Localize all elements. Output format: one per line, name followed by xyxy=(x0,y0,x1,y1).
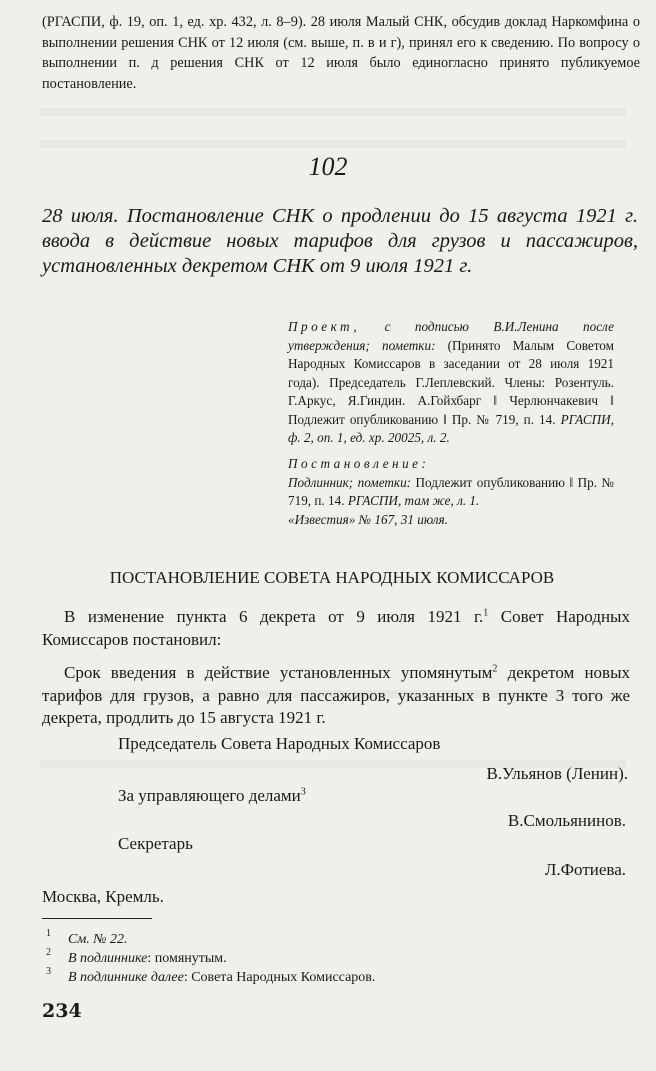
document-heading: 28 июля. Постановление СНК о продлении до 15 августа 1921 г. ввода в действие новых тарифов для грузов и пассажиров, установленных декретом СНК от 9 июля 1921 г. xyxy=(42,205,638,277)
original-source: РГАСПИ, там же, л. 1. xyxy=(347,493,480,508)
page-number: 234 xyxy=(42,1000,82,1022)
footnote-2 xyxy=(46,947,227,967)
resolution-paragraph-1 xyxy=(42,606,630,651)
draft-source: РГАСПИ, ф. 2, оп. 1, ед. хр. 20025, л. 2. xyxy=(288,411,614,445)
footnote-number: 3 xyxy=(46,966,51,977)
original-note-part1: Подлинник; пометки: xyxy=(288,474,416,490)
archival-note-draft xyxy=(288,318,614,448)
place-of-signing: Москва, Кремль. xyxy=(42,887,164,906)
draft-note-part2: (Принято Малым Советом Народных Комиссаров в заседании от 28 июля 1921 года). Председатель Г.Леплевский. Члены: Розентуль. Г.Аркус, Я.Гиндин. А.Гойхбарг ‖ Черлюнчакевич ‖ Подлежит опубликованию ‖ Пр. № 719, п. 14. xyxy=(288,337,614,427)
secretary-signature: Л.Фотиева. xyxy=(544,860,626,879)
footnote-divider xyxy=(42,918,152,919)
manager-signature: В.Смольянинов. xyxy=(507,811,626,830)
resolution-label: Постановление: xyxy=(288,456,430,471)
footnote-mark-2: 2 xyxy=(492,663,498,675)
document-number: 102 xyxy=(308,152,348,181)
original-note-part2: Подлежит опубликованию ‖ Пр. № 719, п. 14. xyxy=(288,474,614,508)
publication-note: «Известия» № 167, 31 июля. xyxy=(288,511,448,527)
para2-text-a: Срок введения в действие установленных упомянутым xyxy=(64,663,493,682)
bleed-through xyxy=(40,108,626,116)
footnote-mark-1: 1 xyxy=(483,607,489,619)
chairman-signature: В.Ульянов (Ленин). xyxy=(486,764,628,783)
para1-text-b: Совет Народных Комиссаров постановил: xyxy=(42,607,630,649)
footnote-text: : помянутым. xyxy=(147,951,227,966)
footnote-1 xyxy=(46,928,128,948)
footnote-text: : Совета Народных Комиссаров. xyxy=(183,970,376,985)
manager-title xyxy=(118,786,306,806)
chairman-title: Председатель Совета Народных Комиссаров xyxy=(118,734,441,753)
footnote-italic: В подлиннике xyxy=(68,951,148,966)
resolution-title: ПОСТАНОВЛЕНИЕ СОВЕТА НАРОДНЫХ КОМИССАРОВ xyxy=(109,568,555,587)
footnote-mark-3: 3 xyxy=(300,786,306,798)
footnote-number: 1 xyxy=(46,928,51,939)
para1-text-a: В изменение пункта 6 декрета от 9 июля 1921 г. xyxy=(64,607,484,626)
bleed-through xyxy=(40,140,626,148)
resolution-paragraph-2 xyxy=(42,662,630,730)
footnote-number: 2 xyxy=(46,947,51,958)
draft-label: Проект, xyxy=(288,319,361,334)
footnote-3 xyxy=(46,966,376,986)
draft-note-part1: с подписью В.И.Ленина после утверждения; пометки: xyxy=(288,319,614,353)
footnote-italic: В подлиннике далее xyxy=(68,970,184,985)
manager-title-text: За управляющего делами xyxy=(118,786,301,805)
archival-note-original xyxy=(288,455,614,529)
intro-paragraph: (РГАСПИ, ф. 19, оп. 1, ед. хр. 432, л. 8–9). 28 июля Малый СНК, обсудив доклад Наркомфина о выполнении решения СНК от 12 июля (см. выше, п. в и г), принял его к сведению. По вопросу о выполнении п. д решения СНК от 12 июля было единогласно принято публикуемое постановление. xyxy=(42,14,640,92)
secretary-title: Секретарь xyxy=(118,834,193,853)
footnote-italic: См. № 22. xyxy=(68,932,128,947)
para2-text-b: декретом новых тарифов для грузов, а равно для пассажиров, указанных в пункте 3 того же декрета, продлить до 15 августа 1921 г. xyxy=(42,663,630,727)
